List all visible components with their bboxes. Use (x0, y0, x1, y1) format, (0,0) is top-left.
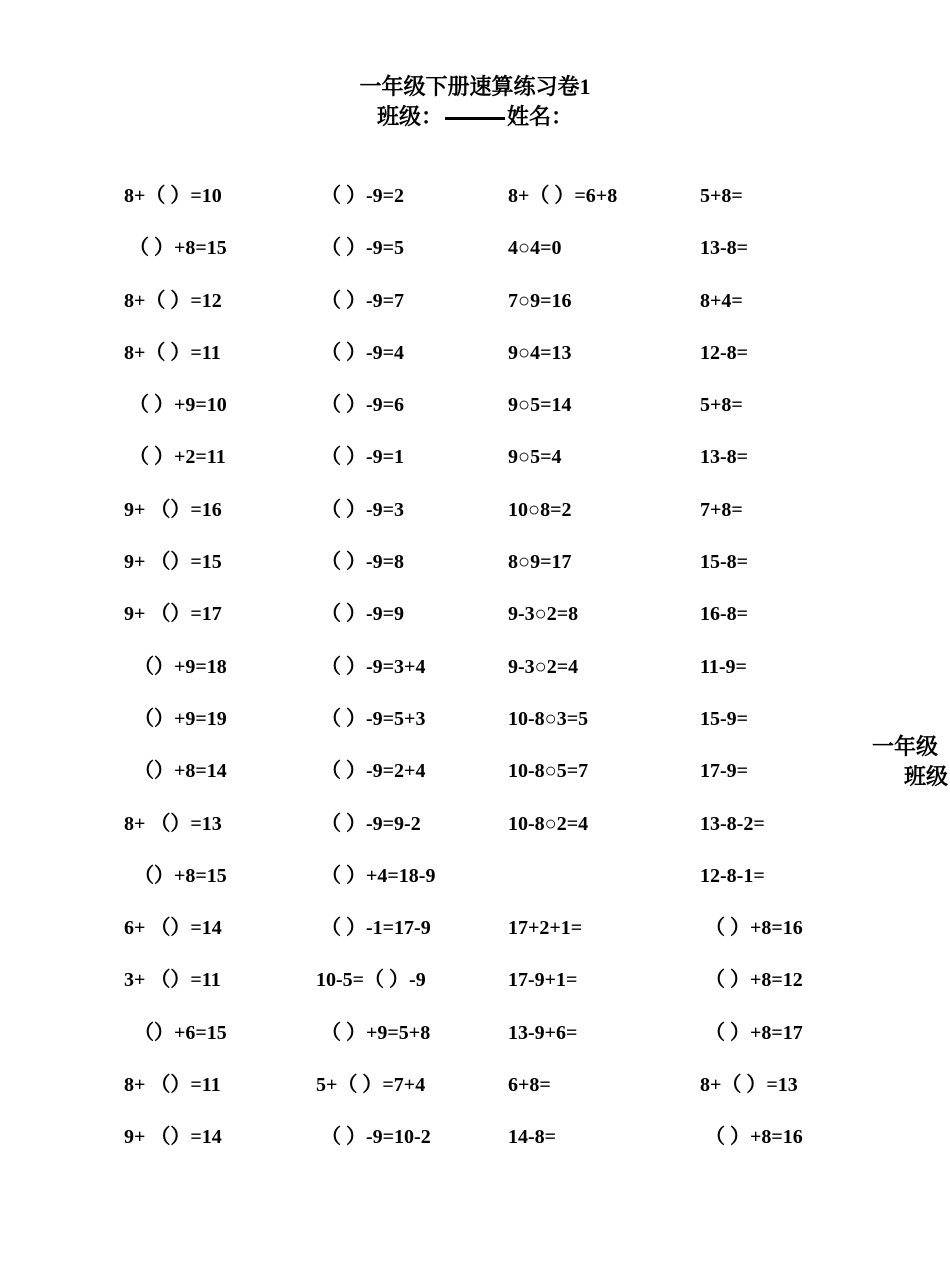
problem-item: 13-8= (700, 446, 749, 469)
problem-grid (124, 182, 892, 1176)
problem-item: 5+8= (700, 185, 743, 207)
student-info-line (0, 105, 950, 131)
problem-item: 9+ （）=15 (124, 551, 222, 574)
problem-item: 9○5=4 (508, 446, 562, 469)
problem-item: （ ）+8=16 (700, 1126, 803, 1149)
problem-item: 3+ （）=11 (124, 969, 221, 992)
problem-item: 5+（ ）=7+4 (316, 1074, 426, 1097)
problem-item: 6+8= (508, 1074, 551, 1097)
problem-item: （ ）+8=12 (700, 969, 803, 992)
name-label: 姓名： (507, 105, 574, 130)
problem-item: （ ）-9=2 (316, 185, 405, 207)
problem-item: （）+9=18 (124, 655, 227, 678)
title-text: 一年级下册速算练习卷 (359, 75, 580, 100)
problem-item: 12-8-1= (700, 864, 765, 887)
problem-item: 7○9=16 (508, 289, 572, 312)
problem-item: 9-3○2=8 (508, 603, 579, 626)
problem-item: （ ）-9=5 (316, 237, 405, 260)
problem-item: （ ）-9=4 (316, 341, 405, 364)
problem-item: （ ）+2=11 (124, 446, 226, 469)
problem-item: 5+8= (700, 394, 743, 417)
problem-item: 4○4=0 (508, 237, 562, 260)
class-blank[interactable] (445, 117, 505, 120)
problem-item: （ ）-9=5+3 (316, 707, 426, 730)
title-number: 1 (579, 74, 591, 99)
problem-item: 10○8=2 (508, 498, 572, 521)
problem-item: 9+ （）=14 (124, 1126, 222, 1149)
problem-item (508, 862, 700, 914)
problem-item: 17+2+1= (508, 917, 583, 940)
class-label: 班级： (376, 105, 443, 130)
problem-item: 9+ （）=16 (124, 498, 222, 521)
problem-item: 11-9= (700, 655, 747, 678)
problem-item: （ ）-9=1 (316, 446, 405, 469)
problem-item: 17-9+1= (508, 969, 578, 992)
problem-item: （ ）-9=6 (316, 394, 405, 417)
problem-item: （ ）-1=17-9 (316, 917, 431, 940)
problem-item: （ ）-9=10-2 (316, 1126, 431, 1149)
problem-item: 9+ （）=17 (124, 603, 222, 626)
problem-item: （ ）+8=15 (124, 237, 227, 260)
problem-item: 9-3○2=4 (508, 655, 579, 678)
problem-item: 12-8= (700, 341, 749, 364)
problem-item: （ ）+9=10 (124, 394, 227, 417)
problem-item: 10-8○2=4 (508, 812, 589, 835)
problem-item: 8+（ ）=10 (124, 185, 222, 207)
overflow-class-fragment: 班级 (904, 765, 949, 790)
problem-item: （ ）-9=9-2 (316, 812, 421, 835)
problem-item: 8+（ ）=12 (124, 289, 222, 312)
problem-item: （ ）-9=8 (316, 551, 405, 574)
problem-item: （ ）-9=3 (316, 498, 405, 521)
problem-item: 14-8= (508, 1126, 557, 1149)
problem-item: 8+（ ）=13 (700, 1074, 798, 1097)
problem-item: 10-8○3=5 (508, 707, 589, 730)
problem-item: 8+ （）=13 (124, 812, 222, 835)
problem-item: （）+6=15 (124, 1021, 227, 1044)
problem-item: （ ）-9=7 (316, 289, 405, 312)
problem-item: （）+8=15 (124, 864, 227, 887)
problem-item: 13-9+6= (508, 1021, 578, 1044)
problem-item: 8○9=17 (508, 551, 572, 574)
problem-item: 8+4= (700, 289, 743, 312)
problem-item: （ ）-9=9 (316, 603, 405, 626)
problem-item: （ ）+9=5+8 (316, 1021, 431, 1044)
problem-item: （ ）+8=17 (700, 1021, 803, 1044)
problem-item: 8+（ ）=6+8 (508, 185, 618, 207)
problem-item: 13-8= (700, 237, 749, 260)
problem-item: 6+ （）=14 (124, 917, 222, 940)
problem-item: 10-5=（ ）-9 (316, 969, 426, 992)
problem-item: （）+8=14 (124, 760, 227, 783)
problem-item: 9○4=13 (508, 341, 572, 364)
problem-item: 17-9= (700, 760, 749, 783)
problem-item: 7+8= (700, 498, 743, 521)
page-title (0, 74, 950, 101)
problem-item: （）+9=19 (124, 707, 227, 730)
problem-item: 16-8= (700, 603, 749, 626)
problem-item: 8+（ ）=11 (124, 341, 221, 364)
overflow-title-fragment: 一年级 (872, 735, 939, 760)
problem-item: 10-8○5=7 (508, 760, 589, 783)
problem-item: （ ）-9=3+4 (316, 655, 426, 678)
problem-item: （ ）+4=18-9 (316, 864, 436, 887)
problem-item: 9○5=14 (508, 394, 572, 417)
problem-item: （ ）+8=16 (700, 917, 803, 940)
problem-item: 8+ （）=11 (124, 1074, 221, 1097)
problem-item: 13-8-2= (700, 812, 765, 835)
problem-item: 15-9= (700, 707, 749, 730)
problem-item: （ ）-9=2+4 (316, 760, 426, 783)
problem-item: 15-8= (700, 551, 749, 574)
